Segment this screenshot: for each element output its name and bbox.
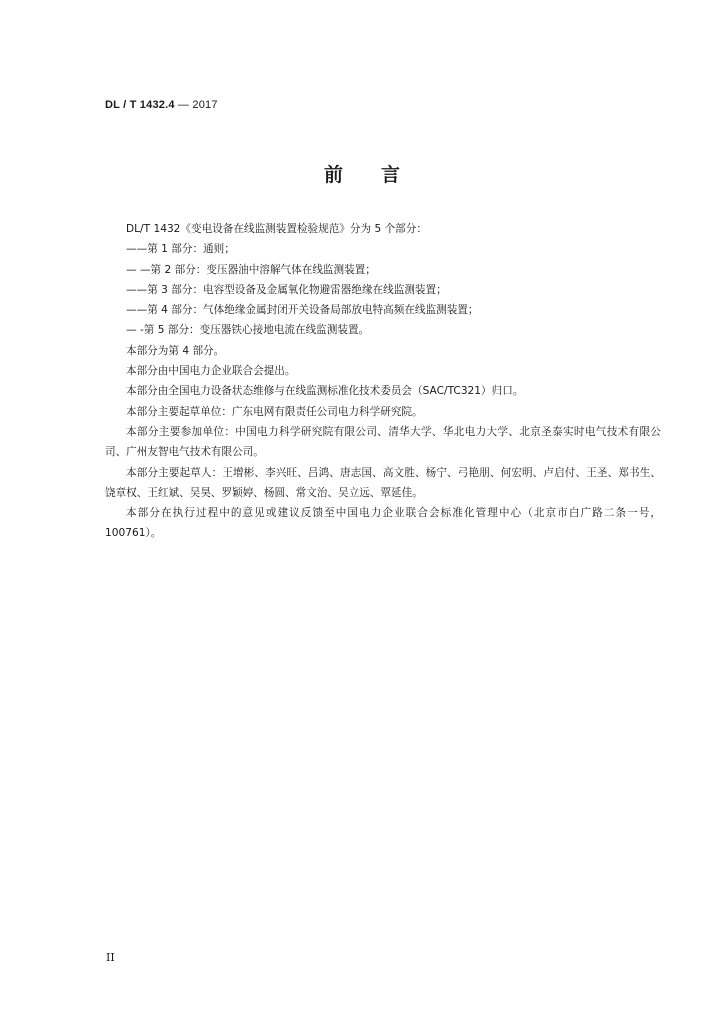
- paragraph: ——第 1 部分：通则；: [126, 243, 235, 256]
- paragraph: ——第 4 部分：气体绝缘金属封闭开关设备局部放电特高频在线监测装置；: [126, 304, 479, 317]
- paragraph: ——第 3 部分：电容型设备及金属氧化物避雷器绝缘在线监测装置；: [126, 283, 447, 296]
- page-number: II: [106, 951, 115, 964]
- paragraph: 本部分由全国电力设备状态维修与在线监测标准化技术委员会（SAC/TC321）归口。: [126, 385, 524, 398]
- standard-code-header: [105, 99, 218, 111]
- foreword-body: [105, 219, 661, 544]
- paragraph: — -第 5 部分：变压器铁心接地电流在线监测装置。: [126, 324, 370, 337]
- paragraph: — —第 2 部分：变压器油中溶解气体在线监测装置；: [126, 263, 376, 276]
- paragraph: 本部分主要起草单位：广东电网有限责任公司电力科学研究院。: [126, 405, 423, 418]
- paragraph: 本部分为第 4 部分。: [126, 344, 225, 357]
- standard-year: — 2017: [177, 99, 218, 111]
- paragraph: 本部分主要参加单位：中国电力科学研究院有限公司、清华大学、华北电力大学、北京圣泰实时电气技术有限公司、广州友智电气技术有限公司。: [105, 425, 661, 459]
- paragraph: 本部分在执行过程中的意见或建议反馈至中国电力企业联合会标准化管理中心（北京市白广路二条一号，100761）。: [105, 507, 661, 540]
- paragraph: 本部分由中国电力企业联合会提出。: [126, 365, 296, 378]
- page-title: 前言: [323, 164, 438, 186]
- paragraph: DL/T 1432《变电设备在线监测装置检验规范》分为 5 个部分：: [126, 223, 427, 235]
- paragraph: 本部分主要起草人：王增彬、李兴旺、吕鸿、唐志国、高文胜、杨宁、弓艳朋、何宏明、卢启付、王圣、郑书生、饶章权、王红斌、吴昊、罗颖婷、杨圆、常文治、吴立远、覃延佳。: [105, 466, 661, 499]
- standard-code: DL / T 1432.4: [105, 99, 175, 111]
